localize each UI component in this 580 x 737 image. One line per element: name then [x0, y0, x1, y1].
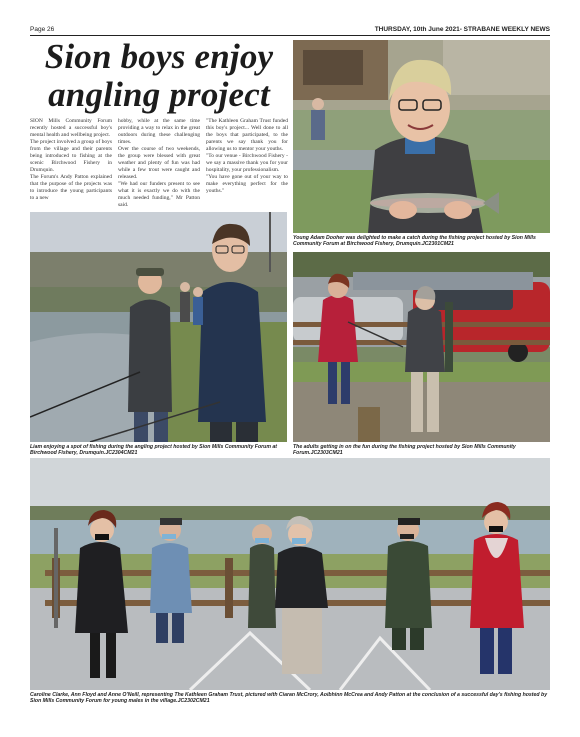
date-line: THURSDAY, 10th June 2021- STRABANE WEEKLY NEWS: [374, 26, 550, 33]
paragraph: "The Kathleen Graham Trust funded this boy's project... Well done to all the boys that participated, to the parents we say thank you for allowing us to mentor your youths.: [206, 118, 288, 152]
photo-liam-fishing: [30, 212, 287, 442]
article-column-1: [30, 118, 112, 202]
headline-line-2: angling project: [48, 75, 270, 114]
paragraph: The project involved a group of boys from the village and their parents being introduced to fishing at the scenic Birchwood Fishery in Drumquin.: [30, 139, 112, 173]
photo-adults-fishing: [293, 252, 550, 442]
paragraph: "To our venue - Birchwood Fishery - we say a massive thank you for your hospitality, your professionalism.: [206, 153, 288, 173]
article-column-3: [206, 118, 288, 195]
headline-line-1: Sion boys enjoy: [44, 37, 274, 76]
page-number: Page 26: [30, 26, 55, 33]
paragraph: Over the course of two weekends, the group were blessed with great weather and plenty of fun was had while a few trout were caught and released.: [118, 146, 200, 180]
paragraph: "We had our funders present to see what it is exactly we do with the much needed funding," Mr Patton said.: [118, 181, 200, 208]
paragraph: The Forum's Andy Patton explained that the purpose of the projects was to introduce the young participants to a new: [30, 174, 112, 201]
article-column-2: [118, 118, 200, 209]
photo-boy-with-trout: [293, 40, 550, 233]
caption-photo-2: Liam enjoying a spot of fishing during the angling project hosted by Sion Mills Community Forum at Birchwood Fishery, Drumquin.JC2304CM21: [30, 444, 277, 457]
paragraph: SION Mills Community Forum recently hosted a successful boy's mental health and wellbeing project.: [30, 118, 112, 138]
header-rule: [30, 35, 550, 36]
caption-photo-3: The adults getting in on the fun during the fishing project hosted by Sion Mills Community Forum.JC2303CM21: [293, 444, 516, 457]
article-headline: [30, 38, 288, 114]
paragraph: "You have gone out of your way to make everything perfect for the youths.": [206, 174, 288, 194]
photo-group: [30, 458, 550, 690]
caption-photo-4: Caroline Clarke, Ann Floyd and Anne O'Neill, representing The Kathleen Graham Trust, pictured with Ciaran McCrory, Aoibhinn McCrea and Andy Patton at the conclusion of a successful day's fishing hosted by Sion Mills Community Forum for young males in the village.JC2302CM21: [30, 692, 548, 705]
paragraph: hobby, while at the same time providing a way to relax in the great outdoors during these challenging times.: [118, 118, 200, 145]
caption-photo-1: Young Adam Dooher was delighted to make a catch during the fishing project hosted by Sion Mills Community Forum at Birchwood Fishery, Drumquin.JC2301CM21: [293, 235, 536, 248]
